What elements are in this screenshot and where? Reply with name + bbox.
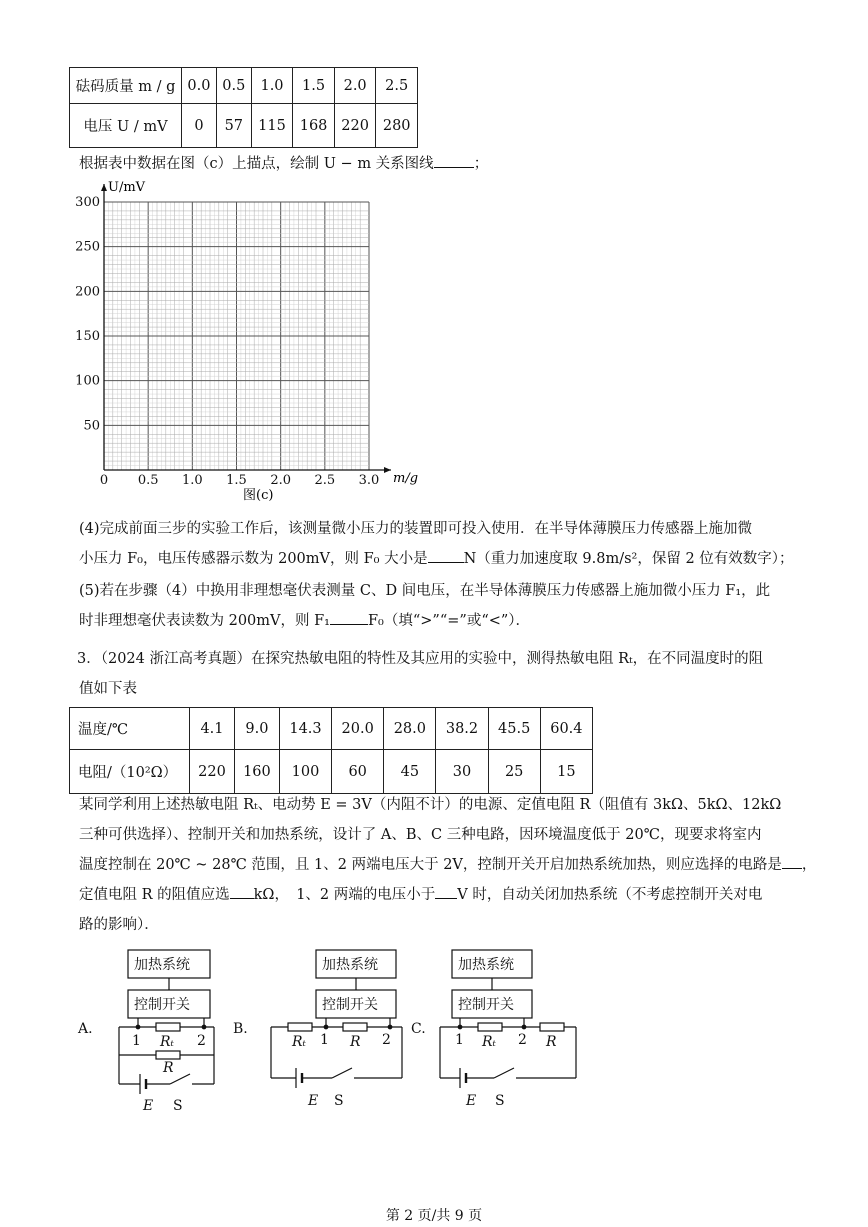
q4-line2-b: N（重力加速度取 9.8m/s²，保留 2 位有效数字）； [463,551,794,567]
table-cell: 1.5 [293,68,335,104]
node-2-label: 2 [518,1032,527,1048]
table-cell: 1.0 [251,68,293,104]
circuit-diagrams [0,945,868,1115]
table-cell: 60.4 [540,708,592,750]
thermistor-rt [478,1023,502,1031]
table-cell: 0 [182,104,217,148]
x-tick-label: 0 [99,473,109,488]
y-tick-label: 150 [75,329,100,344]
table-cell: 14.3 [279,708,331,750]
thermistor-rt [288,1023,312,1031]
table-cell: 45.5 [488,708,540,750]
node-1-label: 1 [320,1032,329,1048]
x-tick-label: 1.5 [226,473,247,488]
option-a-label: A. [78,1021,93,1037]
q5-line2-a: 时非理想毫伏表读数为 200mV，则 F₁ [79,613,330,629]
q3-body-line2: 三种可供选择）、控制开关和加热系统，设计了 A、B、C 三种电路，因环境温度低于 20℃，现要求将室内 [79,827,762,843]
option-b-label: B. [233,1021,248,1037]
question-4 [79,514,795,574]
temperature-resistance-table [69,707,593,794]
y-tick-label: 200 [75,284,100,300]
q3-body-line4-c: V 时，自动关闭加热系统（不考虑控制开关对电 [457,887,763,903]
q3-line2: 值如下表 [79,681,137,697]
table-cell: 30 [436,750,488,794]
q3-body-line3-b: ， [801,857,817,873]
node-1-label: 1 [132,1033,141,1049]
table-header-mass: 砝码质量 m / g [70,68,182,104]
q3-body-line1: 某同学利用上述热敏电阻 Rₜ、电动势 E = 3V（内阻不计）的电源、定值电阻 R（阻值有 3kΩ、5kΩ、12kΩ [79,797,782,813]
instruction-text: 根据表中数据在图（c）上描点，绘制 U − m 关系图线 [79,156,434,172]
chart-axes [101,184,391,473]
resistor-value-blank[interactable] [230,884,254,899]
table-cell: 100 [279,750,331,794]
question-5 [79,576,795,636]
table-cell: 168 [293,104,335,148]
heating-system-label: 加热系统 [322,957,378,973]
chart-c [0,175,868,505]
q3-body-line4-b: kΩ， 1、2 两端的电压小于 [253,887,436,903]
q5-line2 [79,606,795,636]
page-footer: 第 2 页/共 9 页 [385,1208,483,1224]
q4-line2 [79,544,795,574]
table-cell: 25 [488,750,540,794]
y-axis-label: U/mV [108,180,146,195]
node-2-label: 2 [382,1032,391,1048]
instruction-end: ； [473,156,489,172]
y-axis-arrow [101,184,107,191]
table-cell: 220 [334,104,376,148]
table-cell: 60 [332,750,384,794]
y-tick-label: 100 [75,373,100,389]
control-switch-label: 控制开关 [134,997,190,1013]
table-cell: 20.0 [332,708,384,750]
switch-s [332,1068,352,1078]
rt-label: Rₜ [160,1034,174,1050]
table-cell: 9.0 [234,708,279,750]
table-header-resistance: 电阻/（10²Ω） [70,750,190,794]
resistor-r [343,1023,367,1031]
table-header-voltage: 电压 U / mV [70,104,182,148]
circuit-b [233,950,402,1109]
mass-voltage-table [69,67,418,148]
table-cell: 45 [384,750,436,794]
table-cell: 220 [190,750,235,794]
option-c-label: C. [411,1021,426,1037]
node-2-label: 2 [197,1033,206,1049]
control-switch-label: 控制开关 [322,997,378,1013]
s-label: S [334,1093,344,1109]
table-cell: 57 [216,104,251,148]
switch-s [494,1068,514,1078]
x-tick-label: 3.0 [358,473,380,488]
chart-title: 图(c) [243,488,274,503]
q3-body-line4-a: 定值电阻 R 的阻值应选 [79,887,230,903]
chart-grid [104,202,369,470]
table-cell: 160 [234,750,279,794]
table-cell: 0.5 [216,68,251,104]
resistor-r [156,1051,180,1059]
e-label: E [308,1093,319,1109]
table-cell: 2.0 [334,68,376,104]
heating-system-label: 加热系统 [134,957,190,973]
x-tick-label: 2.0 [270,473,292,488]
s-label: S [173,1098,183,1114]
rt-label: Rₜ [482,1034,496,1050]
s-label: S [495,1093,505,1109]
table-cell: 115 [251,104,293,148]
q4-line1: (4)完成前面三步的实验工作后，该测量微小压力的装置即可投入使用．在半导体薄膜压力传感器上施加微 [79,521,753,537]
q3-body-line3-a: 温度控制在 20℃ ~ 28℃ 范围，且 1、2 两端电压大于 2V，控制开关开启加热系统加热，则应选择的电路是 [79,857,782,873]
q3-line1: 3．（2024 浙江高考真题）在探究热敏电阻的特性及其应用的实验中，测得热敏电阻 Rₜ，在不同温度时的阻 [77,651,764,667]
circuit-c [411,950,576,1109]
table-cell: 2.5 [376,68,418,104]
heating-system-label: 加热系统 [458,957,514,973]
q3-body-line5: 路的影响）． [79,917,159,933]
r-label: R [350,1034,361,1050]
circuit-a [77,950,214,1114]
table-cell: 38.2 [436,708,488,750]
answer-blank[interactable] [434,153,474,168]
thermistor-rt [156,1023,180,1031]
x-axis-arrow [384,467,391,473]
question-3-intro [79,644,795,704]
rt-label: Rₜ [292,1034,306,1050]
instruction-line [79,152,488,173]
x-tick-label: 2.5 [314,473,336,488]
question-3-body [79,790,817,940]
r-label: R [163,1060,174,1076]
y-tick-label: 300 [75,195,100,210]
y-tick-label: 50 [83,418,100,434]
table-cell: 28.0 [384,708,436,750]
node-1-label: 1 [455,1032,464,1048]
q3-body-line4 [79,880,795,910]
table-cell: 0.0 [182,68,217,104]
x-tick-label: 1.0 [181,473,203,488]
e-label: E [143,1098,154,1114]
x-tick-label: 0.5 [137,473,159,488]
control-switch-label: 控制开关 [458,997,514,1013]
table-cell: 4.1 [190,708,235,750]
q3-body-line3 [79,850,817,880]
q5-line2-b: F₀（填“>”“=”或“<”）． [368,613,531,629]
e-label: E [466,1093,477,1109]
r-label: R [546,1034,557,1050]
q5-line1: (5)若在步骤（4）中换用非理想毫伏表测量 C、D 间电压，在半导体薄膜压力传感器上施加微小压力 F₁，此 [79,583,771,599]
resistor-r [540,1023,564,1031]
q4-line2-a: 小压力 F₀，电压传感器示数为 200mV，则 F₀ 大小是 [79,551,428,567]
table-header-temperature: 温度/℃ [70,708,190,750]
q5-answer-blank[interactable] [330,610,368,625]
y-tick-label: 250 [75,239,100,255]
x-axis-label: m/g [393,471,419,486]
q4-answer-blank[interactable] [428,548,464,563]
table-cell: 280 [376,104,418,148]
table-cell: 15 [540,750,592,794]
circuit-choice-blank[interactable] [782,854,802,869]
voltage-threshold-blank[interactable] [435,884,457,899]
